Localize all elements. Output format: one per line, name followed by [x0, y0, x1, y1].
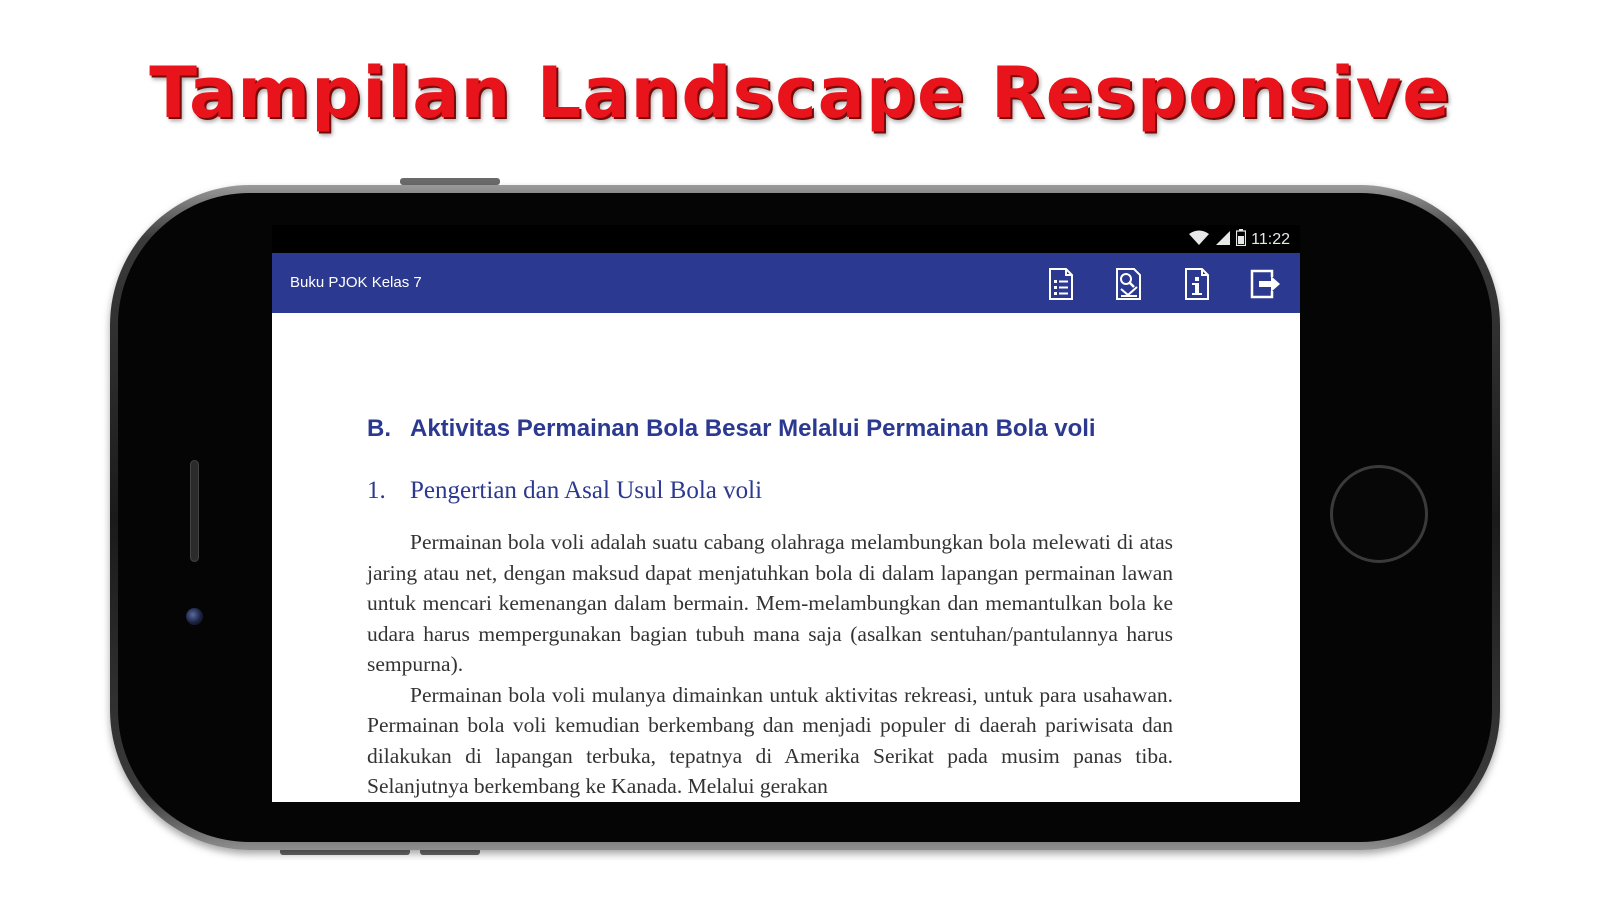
- paragraph: Permainan bola voli mulanya dimainkan untuk aktivitas rekreasi, untuk para usahawan. Permainan bola voli kemudian berkembang dan menjadi populer di daerah pariwisata dan dilakukan di lapangan terbuka, tepatnya di Amerika Serikat pada musim panas tiba. Selanjutnya berkembang ke Kanada. Melalui gerakan: [367, 682, 1173, 798]
- sub-heading: [367, 477, 1173, 505]
- sub-heading-title: Pengertian dan Asal Usul Bola voli: [410, 477, 763, 504]
- app-screen: [272, 225, 1300, 802]
- status-time: 11:22: [1251, 231, 1290, 248]
- info-icon[interactable]: [1180, 267, 1214, 301]
- section-title: Aktivitas Permainan Bola Besar Melalui Permainan Bola voli: [410, 415, 1096, 442]
- app-title: Buku PJOK Kelas 7: [290, 274, 422, 291]
- sub-heading-number: 1.: [367, 477, 386, 504]
- phone-speaker: [190, 460, 199, 562]
- volume-button: [400, 178, 500, 185]
- book-page: [367, 415, 1173, 802]
- app-bar: [272, 253, 1300, 313]
- status-bar: [272, 225, 1300, 253]
- paragraph: Permainan bola voli adalah suatu cabang olahraga melambungkan bola melewati di atas jaring atau net, dengan maksud dapat menjatuhkan bola di dalam lapangan permainan lawan untuk mencari kemenangan dalam bermain. Mem-melambungkan dan memantulkan bola ke udara harus mempergunakan bagian tubuh mana saja (asalkan sentuhan/pantulannya harus sempurna).: [367, 530, 1173, 676]
- list-document-icon[interactable]: [1044, 267, 1078, 301]
- battery-icon: [1236, 229, 1246, 251]
- exit-icon[interactable]: [1248, 267, 1282, 301]
- banner-title: Tampilan Landscape Responsive: [149, 52, 1451, 134]
- section-number: B.: [367, 415, 391, 442]
- wifi-icon: [1188, 230, 1210, 251]
- front-camera: [186, 608, 203, 625]
- status-icons: [1188, 229, 1290, 251]
- home-button: [1330, 465, 1428, 563]
- signal-icon: [1215, 230, 1231, 251]
- book-search-icon[interactable]: [1112, 267, 1146, 301]
- section-heading: [367, 415, 1173, 443]
